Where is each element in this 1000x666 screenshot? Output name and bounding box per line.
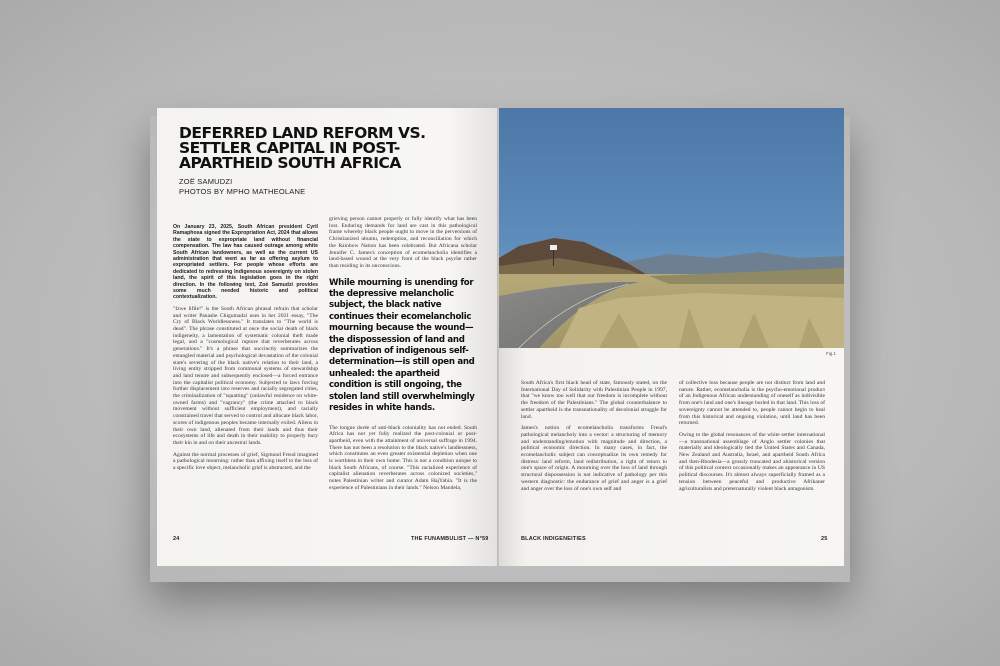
running-head-left: THE FUNAMBULIST — N°59 [411, 536, 489, 542]
lede-paragraph: On January 23, 2025, South African president Cyril Ramaphosa signed the Expropriation Act, 2024 that allows the state to expropriate land without financial compensation. The law has caused outrage among white South African landowners, as well as the current US administration that went as far as offering asylum to expropriated settlers. For people whose efforts are dedicated to redressing Indigenous sovereignty on stolen land, the spirit of this legislation goes in the right direction. In the following text, Zoé Samudzi provides some much needed historic and political contextualization. [173, 224, 318, 301]
page-number-right: 25 [821, 536, 828, 542]
article-title: DEFERRED LAND REFORM VS. SETTLER CAPITAL IN POST-APARTHEID SOUTH AFRICA [179, 124, 426, 172]
landscape-photo [499, 108, 844, 348]
running-head-right: BLACK INDIGENEITIES [521, 536, 586, 542]
body-paragraph: The longue durée of anti-black coloniality has not ended. South Africa has not yet fully realized the post-colonial or post-apartheid, even with the attainment of universal suffrage in 1994. There has not been a resolution to the black native's landlessness, which constitutes an even greater existential depletion when one is worthless in their own home. This is not a condition unique to black South Africans, of course. "This racialized experience of capitalist alienation reverberates across colonized societies," notes Palestinian writer and curator Adam HajYahia. "It is the experience of Palestinians in their lands." Nelson Mandela, [329, 424, 477, 491]
right-page [499, 108, 844, 566]
landscape-illustration [499, 108, 844, 348]
body-paragraph: James's notion of ecomelancholia transforms Freud's pathological melancholy into a vector: a structuring of memory and understanding/emotion with magnitude and direction, a political economic direction. In many cases, in fact, the ecomelancholic subject can conceptualize its own remedy for distress: land reform, land redistribution, a right of return to one's space of origin. A mourning over the loss of land through structural dispossession is not indicative of pathology per this western diagnostic: the endurance of grief and anger is a grief and anger over the loss of one's own self and [521, 425, 667, 492]
column-2 [329, 216, 477, 497]
column-1 [173, 224, 318, 477]
body-paragraph: Against the normal processes of grief, Sigmund Freud imagined a pathological mourning: rather than affixing itself to the loss of a specific love object, melancholic grief is abstracted, and the [173, 451, 318, 472]
figure-label: Fig.1 [825, 351, 836, 356]
pull-quote: While mourning is unending for the depressive melancholic subject, the black native continues their ecomelancholic mourning because the wound—the dispossession of land and deprivation of indigenous self-determination—is still open and unhealed: the apartheid condition is still ongoing, the stolen land still overwhelmingly resides in white hands. [329, 277, 475, 414]
body-paragraph: "Izwe lifile!" is the South African phrasal refrain that scholar and writer Panashe Chigumadzi uses in her 2021 essay, "The Cry of Black Worldlessness." It translates to "The world is dead". The phrase constituted at once the social death of black indigeneity, a lamentation of systematic colonial theft made legal, and a "cosmological rupture that reverberates across generations." It's a phrase that succinctly summarizes the entangled material and psychological devastation of the colonial state's severing of the black native's relation to their land, a living entity stripped from communal systems of stewardship and land tenure and subsequently enclosed—a forced entrance into the capitalist political economy. Subjected to laws forcing further displacement into reserves and racially segregated cities, the criminalization of "squatting" (unlawful residence on white-owned farms) and "vagrancy" (the crime attached to black movement without sufficient employment), and racially constrained travel that served to control and allocate black labor, scores of indigenous peoples became internally exiled. Aliens in their own land, alienated from their lands and thus their ecosystems of life and death in their inability to properly bury their kin in and on their ancestral lands. [173, 305, 318, 446]
left-page [157, 108, 499, 566]
body-paragraph: grieving person cannot properly or fully identify what has been lost. Enduring demands for land are cast in this pathological frame whereby black people ought to move in the perversions of Christianized ubuntu, redemption, and reconciliation for which the Rainbow Nation has been celebrated. But Africana scholar Jennifer C. James's conception of ecomelancholia identifies a land-based wound at the very front of the black psyche rather than residing in its unconscious. [329, 216, 477, 269]
body-paragraph: South Africa's first black head of state, famously stated, on the International Day of Solidarity with Palestinian People in 1997, that "we know too well that our freedom is incomplete without the freedom of the Palestinians." The global counterbalance to settler apartheid is the transnationality of decolonial struggle for land. [521, 380, 667, 420]
body-paragraph: Owing to the global resonances of the white settler international—a transnational assemblage of Anglo settler colonies that materially and ideologically tied the United States and Canada, New Zealand and Australia, Israel, and apartheid South Africa and then-Rhodesia—a grossly truncated and ahistorical version of this political context occasionally makes an appearance in US political discourses. It's almost always superficially framed as a tension between peaceful and productive Afrikaner agriculturalists and preternaturally violent black antagonists. [679, 431, 825, 492]
page-number-left: 24 [173, 536, 180, 542]
column-3 [521, 380, 667, 497]
photo-credit: PHOTOS BY MPHO MATHEOLANE [179, 187, 306, 196]
column-4 [679, 380, 825, 497]
author-name: ZOË SAMUDZI [179, 177, 233, 186]
body-paragraph: of collective loss because people are not distinct from land and nature. Rather, ecomelancholia is the psycho-emotional product of an Indigenous African understanding of oneself as indivisible from one's land and one's lineage buried in that land. This loss of sovereignty cannot be attended to, people cannot begin to heal from this historical and ongoing violation, until land has been returned. [679, 380, 825, 427]
